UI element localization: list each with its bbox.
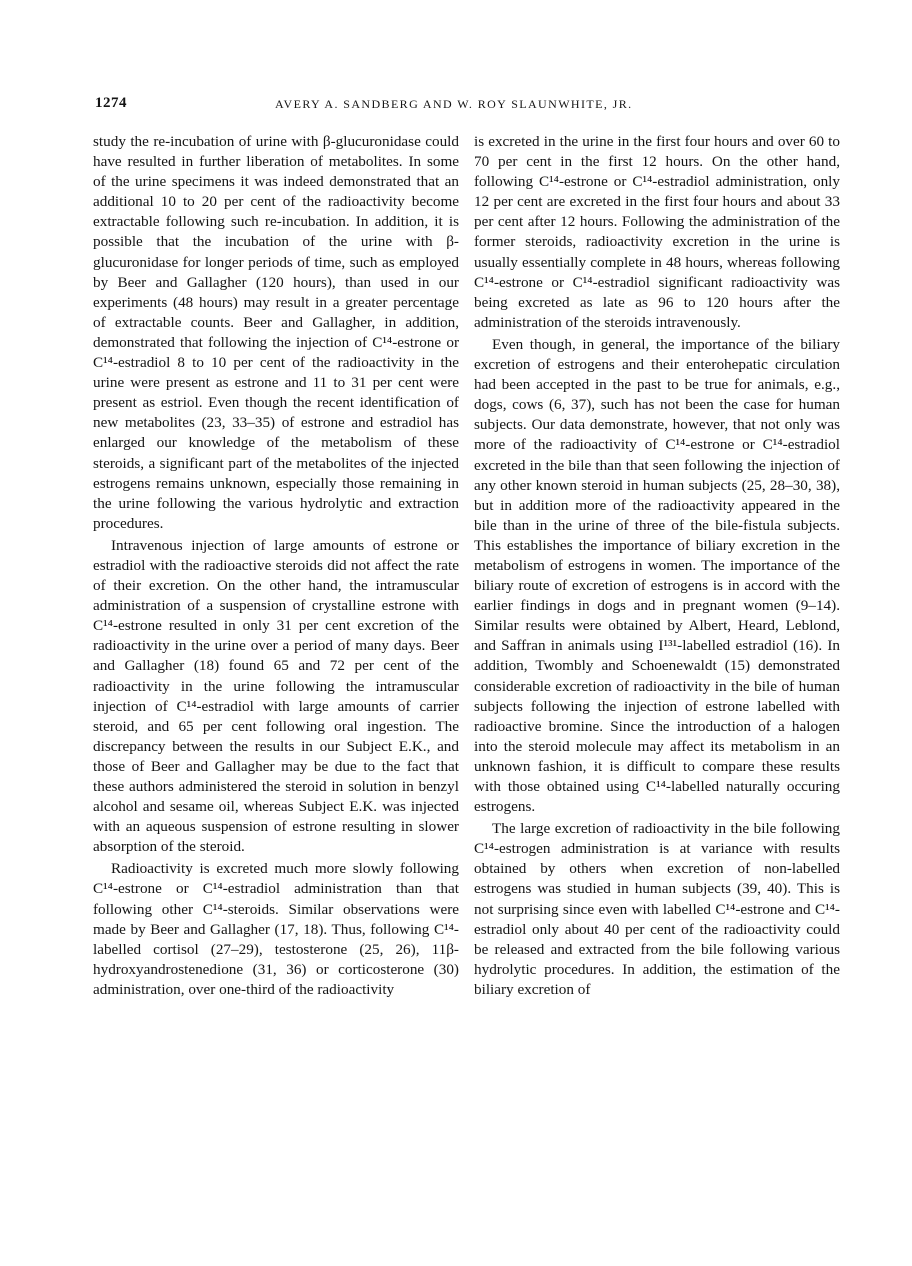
left-column — [93, 132, 459, 1000]
paragraph: Radioactivity is excreted much more slowly following C¹⁴-estrone or C¹⁴-estradiol administration than that following other C¹⁴-steroids. Similar observations were made by Beer and Gallagher (17, 18). Thus, following C¹⁴-labelled cortisol (27–29), testosterone (25, 26), 11β-hydroxyandrostenedione (31, 36) or corticosterone (30) administration, over one-third of the radioactivity — [93, 860, 459, 998]
paragraph: Intravenous injection of large amounts of estrone or estradiol with the radioactive steroids did not affect the rate of their excretion. On the other hand, the intramuscular administration of a suspension of crystalline estrone with C¹⁴-estrone resulted in only 31 per cent excretion of the radioactivity in the urine over a period of many days. Beer and Gallagher (18) found 65 and 72 per cent of the radioactivity in the urine following the intramuscular injection of C¹⁴-estradiol with large amounts of carrier steroid, and 65 per cent following oral ingestion. The discrepancy between the results in our Subject E.K., and those of Beer and Gallagher may be due to the fact that these authors administered the steroid in solution in benzyl alcohol and sesame oil, whereas Subject E.K. was injected with an aqueous suspension of estrone resulting in slower absorption of the steroid. — [93, 536, 459, 856]
paragraph: study the re-incubation of urine with β-glucuronidase could have resulted in further liberation of metabolites. In some of the urine specimens it was indeed demonstrated that an additional 10 to 20 per cent of the radioactivity become extractable following such re-incubation. In addition, it is possible that the incubation of the urine with β-glucuronidase for longer periods of time, such as employed by Beer and Gallagher (120 hours), than used in our experiments (48 hours) may result in a greater percentage of extractable counts. Beer and Gallagher, in addition, demonstrated that following the injection of C¹⁴-estrone or C¹⁴-estradiol 8 to 10 per cent of the radioactivity in the urine were present as estrone and 11 to 31 per cent were present as estriol. Even though the recent identification of new metabolites (23, 33–35) of estrone and estradiol has enlarged our knowledge of the metabolism of these steroids, a significant part of the metabolites of the injected estrogens remains unknown, especially those remaining in the urine following the various hydrolytic and extraction procedures. — [93, 133, 459, 532]
running-head: AVERY A. SANDBERG AND W. ROY SLAUNWHITE, JR. — [275, 97, 633, 111]
paragraph: Even though, in general, the importance of the biliary excretion of estrogens and their enterohepatic circulation had been accepted in the past to be true for animals, e.g., dogs, cows (6, 37), such has not been the case for human subjects. Our data demonstrate, however, that not only was more of the radioactivity of C¹⁴-estrone or C¹⁴-estradiol excreted in the bile than that seen following the injection of any other known steroid in human subjects (25, 28–30, 38), but in addition more of the radioactivity appeared in the bile than in the urine of three of the bile-fistula subjects. This establishes the importance of biliary excretion in the metabolism of estrogens in women. The importance of the biliary route of excretion of estrogens is in accord with the earlier findings in dogs and in pregnant women (9–14). Similar results were obtained by Albert, Heard, Leblond, and Saffran in animals using I¹³¹-labelled estradiol (16). In addition, Twombly and Schoenewaldt (15) demonstrated considerable excretion of radioactivity in the bile of human subjects following the injection of estrone labelled with radioactive bromine. Since the introduction of a halogen into the steroid molecule may affect its metabolism in an unknown fashion, it is difficult to compare these results with those obtained using C¹⁴-labelled naturally occuring estrogens. — [474, 335, 840, 816]
paragraph: The large excretion of radioactivity in the bile following C¹⁴-estrogen administration is at variance with results obtained by others when excretion of non-labelled estrogens was studied in human subjects (39, 40). This is not surprising since even with labelled C¹⁴-estrone and C¹⁴-estradiol only about 40 per cent of the radioactivity could be released and extracted from the bile following various hydrolytic procedures. In addition, the estimation of the biliary excretion of — [474, 820, 840, 998]
right-column — [474, 132, 840, 1000]
page-number: 1274 — [95, 95, 127, 111]
page-header — [95, 95, 835, 117]
paragraph: is excreted in the urine in the first four hours and over 60 to 70 per cent in the first 12 hours. On the other hand, following C¹⁴-estrone or C¹⁴-estradiol administration, only 12 per cent are excreted in the first four hours and about 33 per cent after 12 hours. Following the administration of the former steroids, radioactivity excretion in the urine is usually essentially complete in 48 hours, whereas following C¹⁴-estrone or C¹⁴-estradiol significant radioactivity was being excreted as late as 96 to 120 hours after the administration of the steroids intravenously. — [474, 133, 840, 331]
